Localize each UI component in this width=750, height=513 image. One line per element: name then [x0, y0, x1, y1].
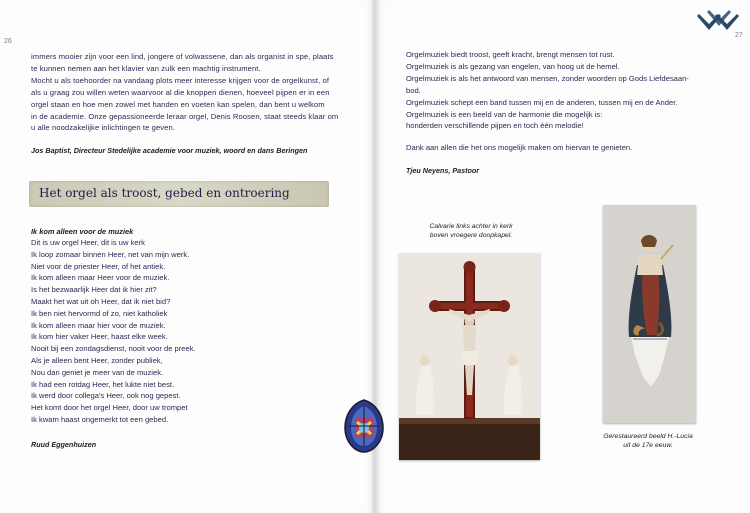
text-line: Orgelmuziek is een beeld van de harmonie die mogelijk is: — [406, 109, 603, 119]
thanks-line: Dank aan allen die het ons mogelijk maken om hiervan te genieten. — [406, 143, 633, 153]
text-line: Orgelmuziek biedt troost, geeft kracht, brengt mensen tot rust. — [406, 50, 615, 59]
poem-line: Nooit bij een zondagsdienst, nooit voor de preek. — [31, 344, 196, 354]
crucifix-image — [399, 253, 540, 460]
poem-line: Nou dan geniet je meer van de muziek. — [31, 367, 164, 377]
page-number-left: 26 — [4, 38, 12, 45]
poem-line: Ik had een rotdag Heer, het lukte niet best. — [31, 379, 175, 389]
director-signature: Jos Baptist, Directeur Stedelijke academie voor muziek, woord en dans Beringen — [31, 146, 308, 155]
intro-line: u alle noodzakelijke inlichtingen te geven. — [31, 123, 176, 133]
right-text — [406, 49, 736, 154]
caption-line: Calvarie links achter in kerk — [429, 223, 513, 230]
photo-lucia — [603, 205, 696, 423]
intro-line: Mocht u als toehoorder na vandaag plots meer interesse krijgen voor de orgelkunst, of — [31, 75, 330, 85]
poem-line: Ik kwam haast ongemerkt tot een gebed. — [31, 414, 169, 424]
caption-line: uit de 17e eeuw. — [623, 442, 673, 450]
caption-line: boven vroegere doopkapel. — [429, 232, 513, 240]
intro-line: als u graag zou willen weten waarvoor al die knoppen dienen, hoeveel pijpen er in een — [31, 87, 330, 97]
caption-line: Gerestaureerd beeld H.-Lucia — [603, 433, 693, 440]
poem-line: Ik kom alleen maar Heer voor de muziek. — [31, 273, 170, 283]
poem-line: Ik ben niet hervormd of zo, niet katholiek — [31, 308, 168, 318]
text-line: honderden verschillende pijpen en toch één melodie! — [406, 121, 584, 131]
photo-calvarie — [399, 253, 540, 460]
text-line: bod. — [406, 85, 421, 95]
intro-line: in de academie. Onze gepassioneerde leraar orgel, Denis Roosen, staat steeds klaar om — [31, 111, 339, 121]
poem — [31, 227, 331, 426]
poem-line: Niet voor de priester Heer, of het antiek. — [31, 261, 166, 271]
poem-line: Ik loop zomaar binnen Heer, net van mijn werk. — [31, 249, 190, 259]
poem-line: Ik werd door collega's Heer, ook nog gepest. — [31, 391, 181, 401]
poem-line: Ik kom alleen maar hier voor de muziek. — [31, 320, 166, 330]
intro-line: te kunnen nemen aan het klavier van zulk een machtig instrument. — [31, 63, 261, 73]
logo-icon — [697, 4, 745, 36]
text-line: Orgelmuziek schept een band tussen mij en de anderen, tussen mij en de Ander. — [406, 97, 678, 107]
stained-glass-window-icon — [343, 398, 385, 454]
text-line: Orgelmuziek is als gezang van engelen, van hoog uit de hemel. — [406, 61, 620, 71]
intro-paragraph — [31, 51, 349, 134]
caption-calvarie — [400, 222, 542, 240]
poem-author: Ruud Eggenhuizen — [31, 440, 97, 449]
poem-line: Als je alleen bent Heer, zonder publiek, — [31, 355, 163, 365]
page-number-right: 27 — [735, 32, 743, 39]
poem-line: Is het bezwaarlijk Heer dat ik hier zit? — [31, 285, 157, 295]
intro-line: orgel staan en hoe men zowel met handen en voeten kan spelen, dan bent u welkom — [31, 99, 325, 109]
caption-lucia — [596, 432, 700, 450]
poem-title: Ik kom alleen voor de muziek — [31, 227, 134, 236]
section-heading: Het orgel als troost, gebed en ontroering — [39, 186, 290, 200]
pastor-signature: Tjeu Neyens, Pastoor — [406, 166, 480, 175]
poem-line: Dit is uw orgel Heer, dit is uw kerk — [31, 238, 145, 247]
intro-line: immers mooier zijn voor een lind, jongere of volwassene, dan als organist in spe, plaats — [31, 52, 334, 61]
text-line: Orgelmuziek is als het antwoord van mensen, zonder woorden op Gods Liefdesaan- — [406, 73, 689, 83]
lucia-statue-image — [603, 205, 696, 423]
poem-line: Ik kom hier vaker Heer, haast elke week. — [31, 332, 168, 342]
poem-line: Het komt door het orgel Heer, door uw trompet — [31, 403, 188, 413]
poem-line: Maakt het wat uit oh Heer, dat ik niet bid? — [31, 296, 171, 306]
section-heading-bar — [29, 181, 329, 207]
